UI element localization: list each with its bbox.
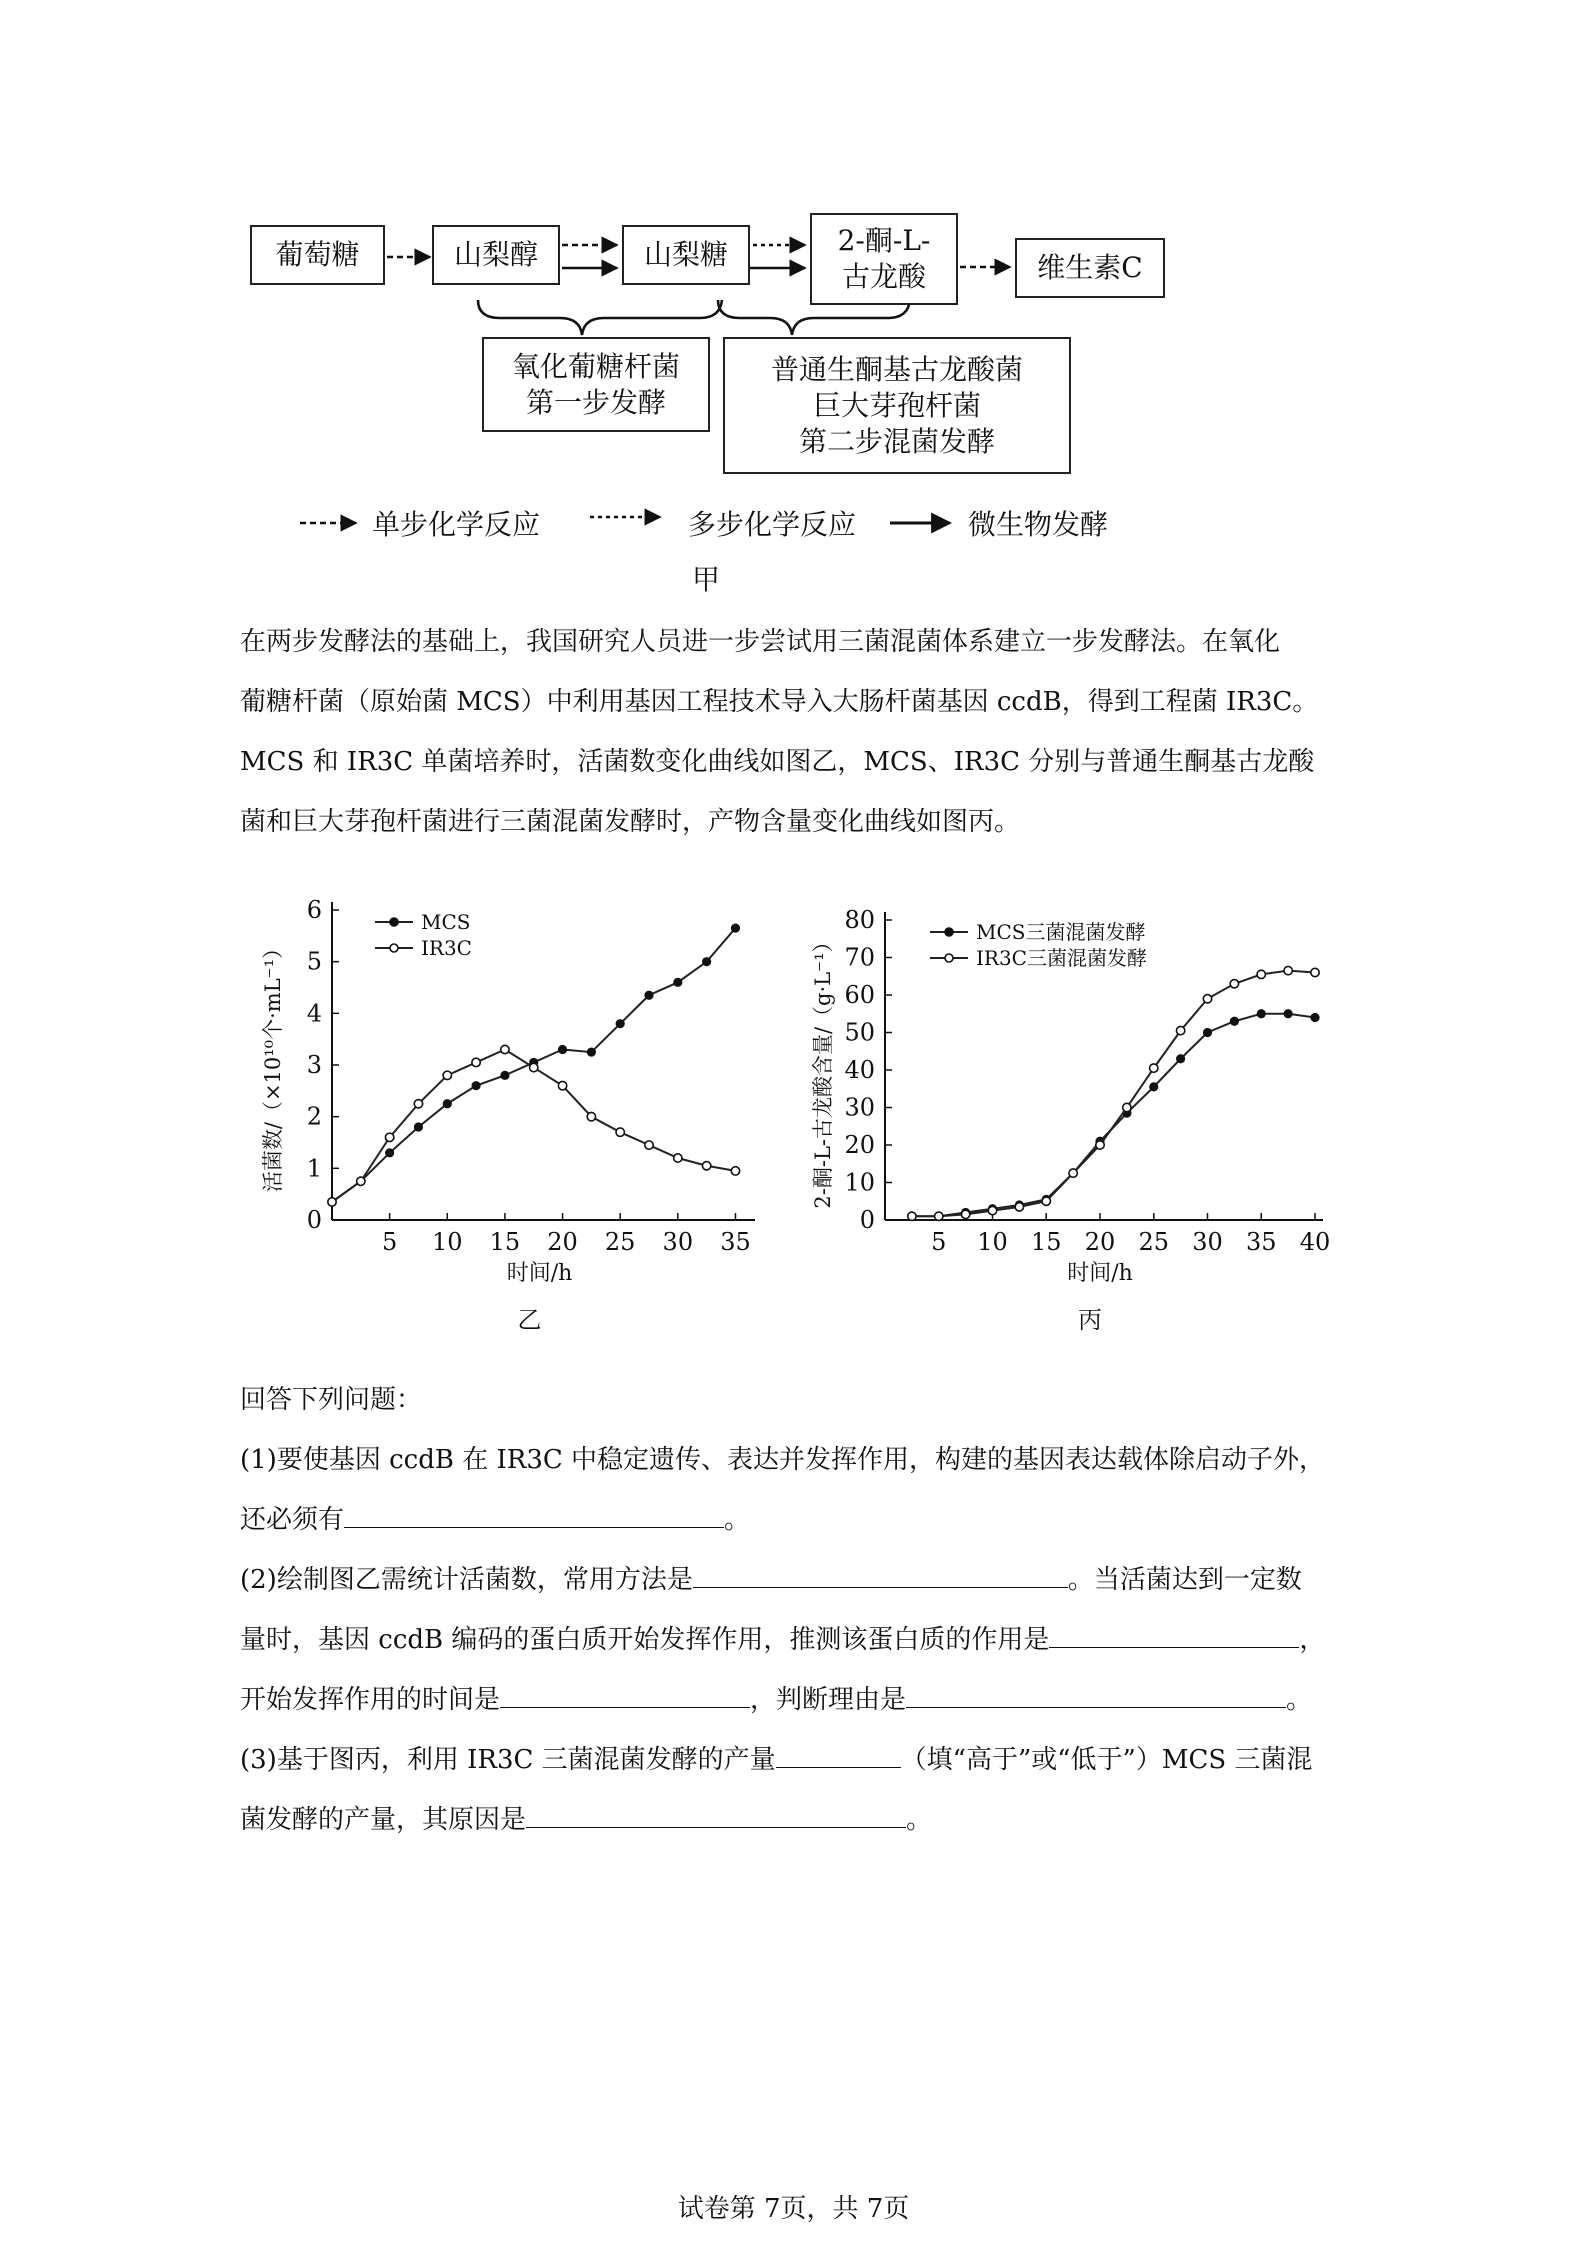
box-kga-line2: 古龙酸	[841, 260, 926, 293]
x-tick-label-0: 5	[931, 1228, 947, 1256]
data-point-1-11	[1203, 995, 1211, 1003]
legend-label-0: MCS	[421, 910, 471, 934]
legend-marker-0	[390, 918, 398, 926]
x-tick-label-3: 20	[1084, 1228, 1116, 1256]
data-point-0-11	[645, 991, 653, 999]
q2-text-b: 量时，基因 ccdB 编码的蛋白质开始发挥作用，推测该蛋白质的作用是	[240, 1625, 1050, 1655]
q3-line-b	[240, 1790, 1355, 1850]
y-tick-label-3: 30	[844, 1093, 875, 1122]
x-tick-label-5: 30	[662, 1228, 694, 1256]
data-point-1-15	[1311, 968, 1319, 976]
q2-text-a2: 。当活菌达到一定数	[1067, 1565, 1302, 1595]
data-point-1-6	[501, 1045, 509, 1053]
data-point-0-13	[1257, 1010, 1265, 1018]
data-point-1-5	[472, 1058, 480, 1066]
y-tick-label-6: 6	[306, 896, 322, 924]
y-tick-label-1: 1	[306, 1154, 322, 1183]
data-point-1-13	[1257, 970, 1265, 978]
data-point-1-10	[1176, 1026, 1184, 1034]
q2-text-b2: ，	[1299, 1625, 1326, 1655]
y-axis-label: 2-酮-L-古龙酸含量/（g·L⁻¹）	[811, 931, 835, 1209]
q2-line-a	[240, 1550, 1355, 1610]
legend-multi-label: 多步化学反应	[688, 508, 857, 541]
y-tick-label-1: 10	[844, 1168, 875, 1197]
data-point-1-9	[1150, 1064, 1158, 1072]
data-point-1-8	[1123, 1103, 1131, 1111]
legend-marker-1	[945, 954, 953, 962]
data-point-1-12	[674, 1154, 682, 1162]
y-tick-label-8: 80	[844, 906, 875, 934]
intro-line-2: 葡糖杆菌（原始菌 MCS）中利用基因工程技术导入大肠杆菌基因 ccdB，得到工程菌 IR3C。	[240, 687, 1319, 717]
box-step1-line1: 氧化葡糖杆菌	[511, 349, 680, 383]
q2-blank-method[interactable]	[693, 1557, 1068, 1588]
data-point-0-13	[703, 958, 711, 966]
brace-step2	[718, 300, 910, 335]
q3-text-a: (3)基于图丙，利用 IR3C 三菌混菌发酵的产量	[240, 1745, 776, 1775]
y-tick-label-3: 3	[306, 1051, 322, 1079]
data-point-1-1	[357, 1177, 365, 1185]
box-vitc: 维生素C	[1015, 238, 1165, 298]
legend-marker-0	[945, 928, 953, 936]
data-point-1-5	[1042, 1197, 1050, 1205]
data-point-1-0	[908, 1212, 916, 1220]
data-point-0-12	[674, 979, 682, 987]
data-point-0-2	[386, 1149, 394, 1157]
q2-text-c3: 。	[1286, 1685, 1313, 1715]
data-point-0-10	[1177, 1055, 1185, 1063]
series-line-0	[912, 1014, 1315, 1217]
q2-text-c2: ，判断理由是	[750, 1685, 907, 1715]
data-point-0-9	[588, 1048, 596, 1056]
data-point-0-14	[732, 924, 740, 932]
y-tick-label-2: 20	[844, 1131, 875, 1159]
data-point-0-11	[1204, 1029, 1212, 1037]
data-point-0-3	[415, 1123, 423, 1131]
chart-caption: 丙	[1078, 1306, 1102, 1334]
data-point-0-14	[1284, 1010, 1292, 1018]
data-point-0-5	[472, 1082, 480, 1090]
q1-blank[interactable]	[344, 1497, 724, 1528]
q3-text-b2: 。	[906, 1805, 933, 1835]
q2-text-c: 开始发挥作用的时间是	[240, 1685, 501, 1715]
intro-line-4: 菌和巨大芽孢杆菌进行三菌混菌发酵时，产物含量变化曲线如图丙。	[240, 807, 1021, 837]
data-point-0-8	[559, 1046, 567, 1054]
data-point-1-2	[961, 1210, 969, 1218]
x-tick-label-3: 20	[547, 1228, 578, 1256]
y-tick-label-0: 0	[859, 1206, 875, 1234]
x-axis-label: 时间/h	[506, 1261, 573, 1286]
q3-blank-reason[interactable]	[526, 1797, 906, 1828]
data-point-1-1	[935, 1212, 943, 1220]
intro-line-1: 在两步发酵法的基础上，我国研究人员进一步尝试用三菌混菌体系建立一步发酵法。在氧化	[240, 627, 1281, 657]
q2-line-c	[240, 1670, 1355, 1730]
x-tick-label-2: 15	[1030, 1228, 1062, 1256]
x-tick-label-1: 10	[432, 1228, 463, 1256]
data-point-1-8	[558, 1081, 566, 1089]
legend-micro-label: 微生物发酵	[968, 508, 1109, 541]
q1-text: 还必须有	[240, 1505, 345, 1535]
x-axis-label: 时间/h	[1067, 1261, 1133, 1286]
legend-marker-1	[390, 944, 398, 952]
y-tick-label-5: 50	[844, 1018, 875, 1047]
data-point-1-3	[414, 1100, 422, 1108]
q2-blank-function[interactable]	[1049, 1617, 1299, 1648]
box-step1-line2: 第一步发酵	[525, 385, 666, 419]
chart-yi	[250, 880, 770, 1340]
q2-blank-time[interactable]	[500, 1677, 750, 1708]
x-tick-label-2: 15	[489, 1228, 521, 1256]
data-point-1-6	[1069, 1169, 1077, 1177]
box-step2-line2: 巨大芽孢杆菌	[812, 388, 981, 422]
box-kga	[810, 213, 958, 305]
series-line-1	[912, 971, 1315, 1217]
x-tick-label-6: 35	[1245, 1228, 1277, 1256]
x-tick-label-4: 25	[1138, 1228, 1170, 1256]
legend-label-0: MCS三菌混菌发酵	[976, 920, 1146, 944]
brace-step1	[478, 300, 722, 335]
data-point-0-4	[443, 1100, 451, 1108]
data-point-1-3	[988, 1206, 996, 1214]
data-point-0-12	[1231, 1017, 1239, 1025]
data-point-1-0	[328, 1198, 336, 1206]
data-point-0-6	[501, 1072, 509, 1080]
data-point-1-13	[702, 1162, 710, 1170]
data-point-0-10	[616, 1020, 624, 1028]
data-point-1-4	[443, 1071, 451, 1079]
questions-lead: 回答下列问题：	[240, 1385, 423, 1415]
data-point-1-7	[530, 1063, 538, 1071]
y-axis-label: 活菌数/（×10¹⁰个·mL⁻¹）	[261, 937, 285, 1193]
legend-label-1: IR3C三菌混菌发酵	[976, 946, 1147, 970]
q3-text-b: 菌发酵的产量，其原因是	[240, 1805, 527, 1835]
y-tick-label-4: 4	[306, 999, 322, 1028]
page-footer: 试卷第 7页，共 7页	[677, 2194, 910, 2224]
x-tick-label-5: 30	[1192, 1228, 1223, 1256]
box-step2-line1: 普通生酮基古龙酸菌	[770, 352, 1023, 386]
data-point-1-11	[645, 1141, 653, 1149]
legend-single-label: 单步化学反应	[372, 508, 541, 541]
y-tick-label-7: 70	[844, 943, 875, 972]
x-tick-label-6: 35	[720, 1228, 751, 1256]
data-point-0-9	[1150, 1083, 1158, 1091]
y-tick-label-4: 40	[844, 1056, 875, 1084]
data-point-1-14	[1284, 966, 1292, 974]
q1-line-b	[240, 1490, 1355, 1550]
data-point-1-12	[1230, 980, 1238, 988]
q3-text-a2: （填“高于”或“低于”）MCS 三菌混	[900, 1745, 1313, 1775]
box-kga-line1: 2-酮-L-	[837, 224, 931, 257]
box-sorbose: 山梨糖	[622, 225, 750, 285]
q3-blank-compare[interactable]	[776, 1737, 901, 1768]
box-step2	[723, 337, 1071, 474]
box-sorbitol: 山梨醇	[432, 225, 560, 285]
q1-line-a: (1)要使基因 ccdB 在 IR3C 中稳定遗传、表达并发挥作用，构建的基因表达载体除启动子外，	[240, 1445, 1326, 1475]
data-point-1-14	[731, 1167, 739, 1175]
x-tick-label-7: 40	[1299, 1228, 1331, 1256]
box-step1	[482, 337, 710, 432]
figure-caption-jia: 甲	[692, 563, 721, 596]
y-tick-label-2: 2	[306, 1102, 322, 1131]
data-point-0-15	[1311, 1014, 1319, 1022]
q2-line-b	[240, 1610, 1355, 1670]
data-point-1-10	[616, 1128, 624, 1136]
questions-block	[240, 1370, 1355, 1850]
box-step2-line3: 第二步混菌发酵	[798, 424, 995, 458]
y-tick-label-0: 0	[306, 1206, 322, 1234]
box-glucose: 葡萄糖	[250, 225, 385, 285]
intro-line-3: MCS 和 IR3C 单菌培养时，活菌数变化曲线如图乙，MCS、IR3C 分别与普通生酮基古龙酸	[240, 747, 1315, 777]
q3-line-a	[240, 1730, 1355, 1790]
data-point-1-7	[1096, 1141, 1104, 1149]
x-tick-label-0: 5	[381, 1228, 398, 1256]
x-tick-label-1: 10	[977, 1228, 1008, 1256]
chart-caption: 乙	[517, 1306, 542, 1334]
data-point-1-4	[1015, 1203, 1023, 1211]
data-point-1-9	[587, 1112, 595, 1120]
x-tick-label-4: 25	[604, 1228, 636, 1256]
y-tick-label-6: 60	[844, 981, 875, 1009]
data-point-1-2	[385, 1133, 393, 1141]
legend-label-1: IR3C	[421, 936, 472, 960]
y-tick-label-5: 5	[306, 947, 322, 976]
q2-blank-reason[interactable]	[906, 1677, 1286, 1708]
q2-text-a: (2)绘制图乙需统计活菌数，常用方法是	[240, 1565, 693, 1595]
intro-paragraph	[240, 612, 1355, 852]
q1-end: 。	[724, 1505, 751, 1535]
chart-bing	[800, 880, 1360, 1340]
